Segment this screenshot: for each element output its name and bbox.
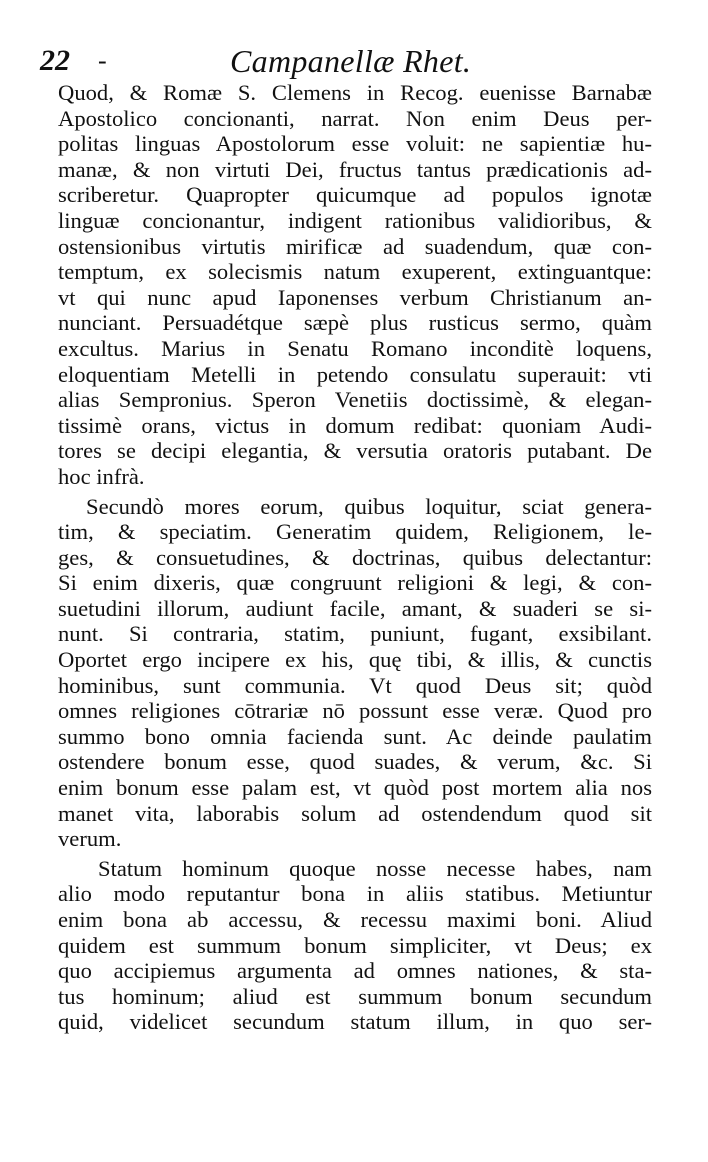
page-number: 22 [40, 44, 70, 77]
paragraph [58, 856, 652, 1035]
text-line: politas linguas Apostolorum esse voluit: ne sapientiæ hu- [58, 131, 652, 157]
text-line: temptum, ex solecismis natum exuperent, extinguantque: [58, 259, 652, 285]
text-line: tus hominum; aliud est summum bonum secundum [58, 983, 652, 1009]
text-line: manæ, & non virtuti Dei, fructus tantus prædicationis ad- [58, 156, 652, 182]
text-line: enim bona ab accessu, & recessu maximi boni. Aliud [58, 907, 652, 932]
text-line: tores se decipi elegantia, & versutia oratoris putabant. De [58, 438, 652, 464]
paragraph [58, 80, 652, 490]
body-text [58, 80, 652, 1035]
text-line: quo accipiemus argumenta ad omnes nationes, & sta- [58, 958, 652, 984]
text-line: suetudini illorum, audiunt facile, amant, & suaderi se si- [58, 595, 652, 621]
text-line: Statum hominum quoque nosse necesse habes, nam [98, 855, 652, 881]
page-header [38, 42, 678, 82]
text-line: ostendere bonum esse, quod suades, & verum, &c. Si [58, 749, 652, 775]
text-line: linguæ concionantur, indigent rationibus validioribus, & [58, 207, 652, 233]
text-line: tim, & speciatim. Generatim quidem, Religionem, le- [58, 519, 652, 545]
text-line: quidem est summum bonum simpliciter, vt Deus; ex [58, 932, 652, 958]
text-line: enim bonum esse palam est, vt quòd post mortem alia nos [58, 775, 652, 801]
text-line: Oportet ergo incipere ex his, quę tibi, & illis, & cunctis [58, 647, 652, 673]
header-dash: - [98, 46, 107, 75]
text-line: alias Sempronius. Speron Venetiis doctissimè, & elegan- [58, 387, 652, 413]
text-line: Si enim dixeris, quæ congruunt religioni & legi, & con- [58, 570, 652, 596]
running-title: Campanellæ Rhet. [230, 43, 472, 79]
text-line: hoc infrà. [58, 463, 145, 489]
text-line: ges, & consuetudines, & doctrinas, quibus delectantur: [58, 544, 652, 570]
text-line: eloquentiam Metelli in petendo consulatu superauit: vti [58, 361, 652, 387]
text-line: alio modo reputantur bona in aliis statibus. Metiuntur [58, 881, 652, 907]
paragraph [58, 494, 652, 852]
text-line: nunt. Si contraria, statim, puniunt, fugant, exsibilant. [58, 621, 652, 647]
text-line: excultus. Marius in Senatu Romano inconditè loquens, [58, 335, 652, 361]
text-line: manet vita, laborabis solum ad ostendendum quod sit [58, 800, 652, 826]
text-line: omnes religiones cōtrariæ nō possunt esse veræ. Quod pro [58, 698, 652, 724]
text-line: hominibus, sunt communia. Vt quod Deus sit; quòd [58, 672, 652, 698]
text-line: Secundò mores eorum, quibus loquitur, sciat genera- [86, 493, 652, 519]
text-line: scriberetur. Quapropter quicumque ad populos ignotæ [58, 182, 652, 208]
text-line: vt qui nunc apud Iaponenses verbum Christianum an- [58, 284, 652, 310]
text-line: quid, videlicet secundum statum illum, in quo ser- [58, 1009, 652, 1035]
text-line: summo bono omnia facienda sunt. Ac deinde paulatim [58, 723, 652, 749]
text-line: verum. [58, 826, 122, 852]
text-line: nunciant. Persuadétque sæpè plus rusticus sermo, quàm [58, 310, 652, 336]
text-line: Apostolico concionanti, narrat. Non enim Deus per- [58, 105, 652, 131]
text-line: Quod, & Romæ S. Clemens in Recog. euenisse Barnabæ [58, 80, 652, 105]
text-line: tissimè orans, victus in domum redibat: quoniam Audi- [58, 412, 652, 438]
text-line: ostensionibus virtutis mirificæ ad suadendum, quæ con- [58, 233, 652, 259]
